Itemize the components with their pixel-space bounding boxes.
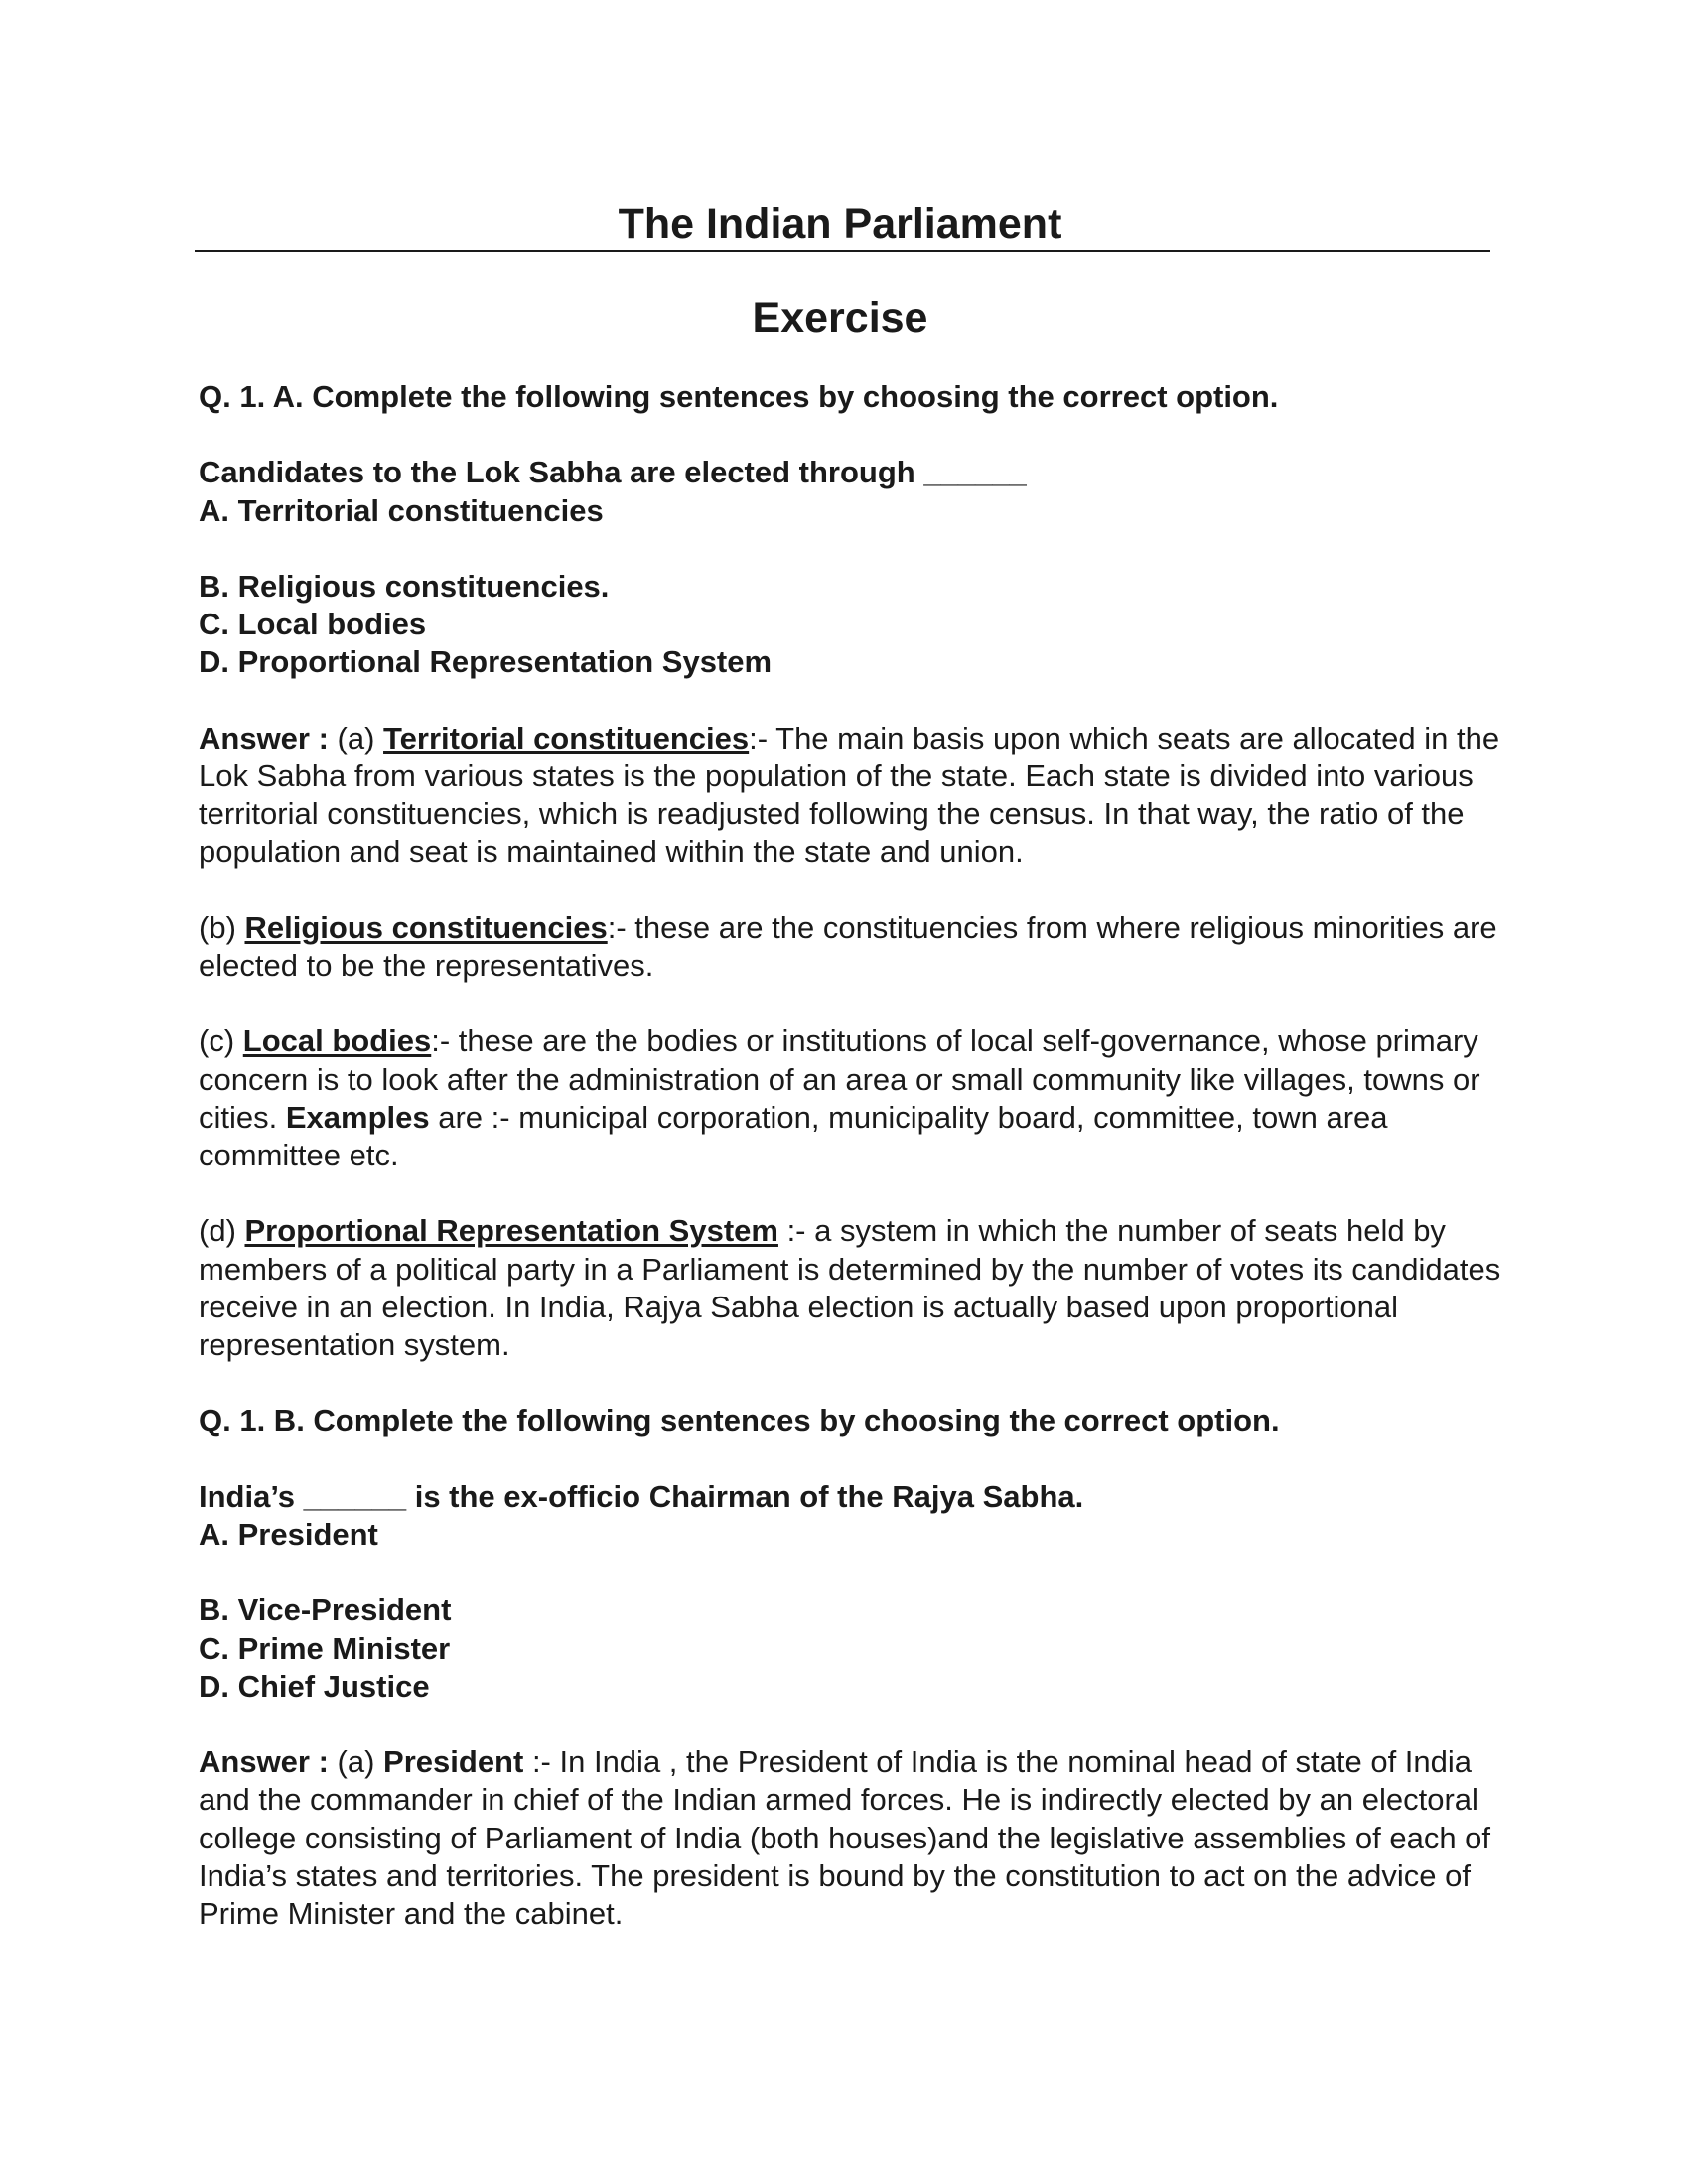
q1b-option-b: B. Vice-President (199, 1592, 452, 1628)
section-title: Exercise (752, 294, 928, 341)
document-body (199, 378, 1509, 1933)
document-title: The Indian Parliament (618, 201, 1062, 248)
q1a-explanation-c (199, 1023, 1509, 1174)
answer-prefix: (a) (337, 1744, 384, 1780)
answer-label: Answer : (199, 720, 329, 755)
title-divider (195, 250, 1490, 252)
explanation-term: Local bodies (242, 1024, 432, 1059)
explanation-term: Proportional Representation System (244, 1213, 778, 1249)
q1a-explanation-b (199, 909, 1509, 985)
explanation-prefix: (b) (199, 909, 245, 945)
answer-text: :- In India , the President of India is the nominal head of state of India and the commander in chief of the Indian armed forces. He is indirectly elected by an electoral college consisting of Parliament of India (both houses)and the legislative assemblies of each of India’s states and territories. The president is bound by the constitution to act on the advice of Prime Minister and the cabinet. (199, 1744, 1491, 1931)
q1a-option-d: D. Proportional Representation System (199, 644, 773, 680)
q1a-option-a: A. Territorial constituencies (199, 492, 604, 528)
answer-text: :- The main basis upon which seats are allocated in the Lok Sabha from various states is the population of the state. Each state is divided into various territorial constituencies, which is readjusted following the census. In that way, the ratio of the population and seat is maintained within the state and union. (199, 720, 1500, 870)
explanation-prefix: (c) (199, 1024, 243, 1059)
answer-label: Answer : (199, 1744, 329, 1780)
q1b-option-c: C. Prime Minister (199, 1630, 451, 1666)
answer-prefix: (a) (337, 720, 384, 755)
q1b-answer (199, 1743, 1509, 1933)
explanation-text-continued: are :- municipal corporation, municipality board, committee, town area committee etc. (199, 1099, 1388, 1172)
explanation-text: :- a system in which the number of seats held by members of a political party in a Parliament is determined by the number of votes its candidates receive in an election. In India, Rajya Sabha election is actually based upon proportional representation system. (199, 1213, 1501, 1362)
examples-label: Examples (285, 1099, 430, 1135)
q1b-question: India’s ______ is the ex-officio Chairman of the Rajya Sabha. (199, 1478, 1084, 1514)
q1b-option-a: A. President (199, 1516, 378, 1552)
answer-term: Territorial constituencies (383, 720, 750, 755)
explanation-text: :- these are the constituencies from where religious minorities are elected to be the representatives. (199, 909, 1497, 983)
q1a-question: Candidates to the Lok Sabha are elected through ______ (199, 455, 1027, 490)
q1b-option-d: D. Chief Justice (199, 1668, 430, 1704)
q1a-heading: Q. 1. A. Complete the following sentences by choosing the correct option. (199, 379, 1279, 414)
q1a-answer-a (199, 720, 1509, 872)
q1a-option-c: C. Local bodies (199, 607, 427, 642)
explanation-text: :- these are the bodies or institutions of local self-governance, whose primary concern is to look after the administration of an area or small community like villages, towns or cities. (199, 1024, 1480, 1135)
q1b-heading: Q. 1. B. Complete the following sentences by choosing the correct option. (199, 1403, 1280, 1438)
q1a-option-b: B. Religious constituencies. (199, 568, 610, 604)
explanation-prefix: (d) (199, 1213, 245, 1249)
answer-term: President (383, 1744, 524, 1780)
q1a-explanation-d (199, 1212, 1509, 1364)
explanation-term: Religious constituencies (244, 909, 608, 945)
